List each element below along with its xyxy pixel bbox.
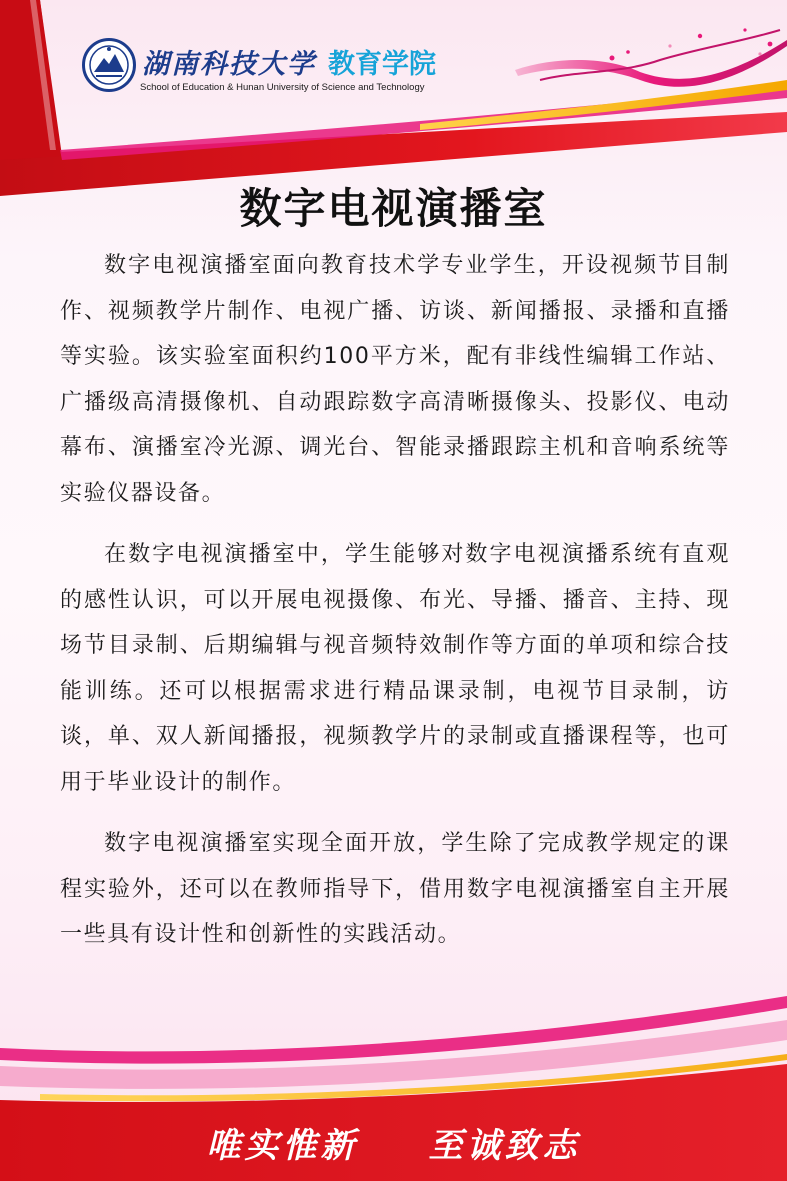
school-header — [82, 38, 502, 98]
description-paragraph-2: 在数字电视演播室中，学生能够对数字电视演播系统有直观的感性认识，可以开展电视摄像、布光、导播、播音、主持、现场节目录制、后期编辑与视音频特效制作等方面的单项和综合技能训练。还可以根据需求进行精品课录制，电视节目录制，访谈，单、双人新闻播报，视频教学片的录制或直播课程等，也可用于毕业设计的制作。 — [60, 542, 730, 795]
motto-left: 唯实惟新 — [206, 1126, 359, 1166]
school-motto — [0, 1118, 787, 1167]
university-seal-icon — [82, 38, 136, 92]
page-title: 数字电视演播室 — [239, 184, 548, 233]
description-paragraph-1: 数字电视演播室面向教育技术学专业学生，开设视频节目制作、视频教学片制作、电视广播、访谈、新闻播报、录播和直播等实验。该实验室面积约100平方米，配有非线性编辑工作站、广播级高清摄像机、自动跟踪数字高清晰摄像头、投影仪、电动幕布、演播室冷光源、调光台、智能录播跟踪主机和音响系统等实验仪器设备。 — [60, 253, 730, 506]
university-name: 湖南科技大学 — [142, 49, 316, 80]
lab-description — [60, 243, 730, 974]
school-name-english: School of Education & Hunan University of Science and Technology — [140, 82, 425, 93]
description-paragraph-3: 数字电视演播室实现全面开放，学生除了完成教学规定的课程实验外，还可以在教师指导下，借用数字电视演播室自主开展一些具有设计性和创新性的实践活动。 — [60, 831, 730, 947]
school-name: 教育学院 — [328, 49, 436, 80]
motto-right: 至诚致志 — [428, 1126, 581, 1166]
